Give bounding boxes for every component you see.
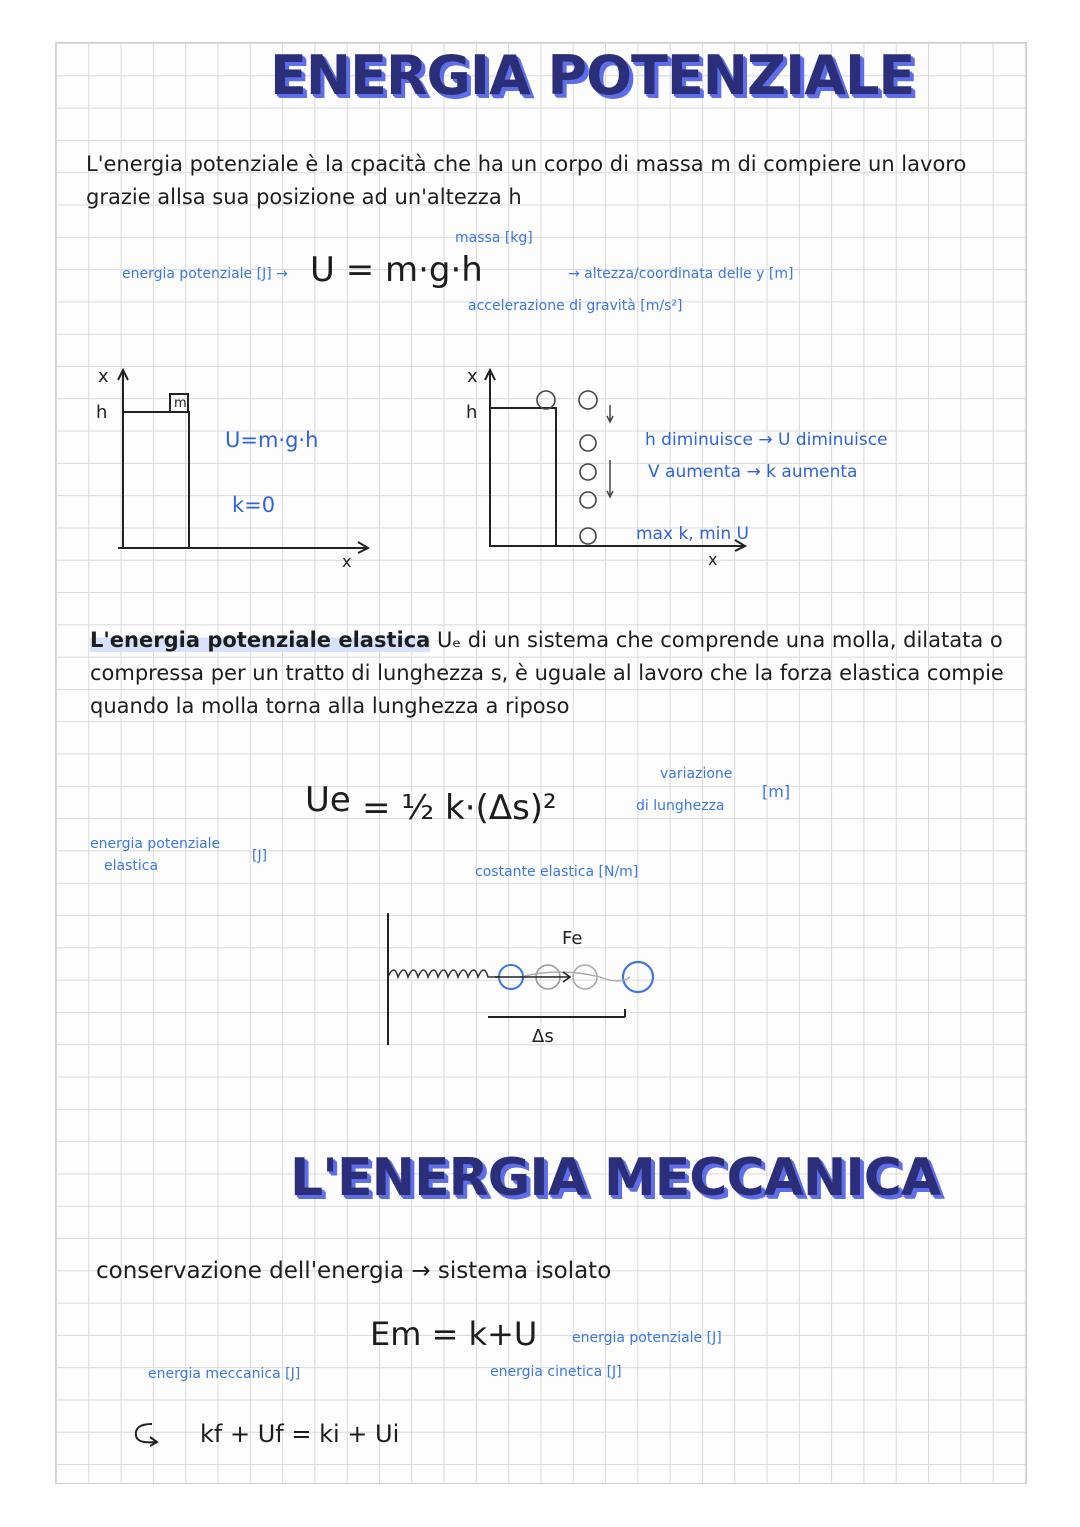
- label-potential-energy: energia potenziale [J] →: [122, 266, 288, 282]
- elastic-line-1-rest: Uₑ di un sistema che comprende una molla, dilatata o: [430, 628, 1003, 652]
- graph-static-mass: [90, 360, 390, 580]
- note-mass: massa [kg]: [455, 230, 533, 246]
- conservation-line: conservazione dell'energia → sistema isolato: [96, 1258, 612, 1284]
- graph1-k-zero: k=0: [232, 493, 276, 517]
- graph1-h-tick: h: [96, 402, 108, 423]
- note-variation-1: variazione: [660, 766, 733, 782]
- elastic-line-2: compressa per un tratto di lunghezza s, è uguale al lavoro che la forza elastica compie: [90, 661, 1004, 685]
- graph2-max-k-min-u: max k, min U: [636, 524, 749, 544]
- note-variation-unit: [m]: [762, 782, 791, 801]
- elastic-line-3: quando la molla torna alla lunghezza a riposo: [90, 694, 570, 718]
- elastic-force-label: Fe: [562, 928, 583, 949]
- title-potential-energy: ENERGIA POTENZIALE: [270, 44, 915, 107]
- elastic-term: L'energia potenziale elastica: [90, 628, 431, 652]
- label-elastic-unit: [J]: [252, 848, 268, 864]
- graph2-h-tick: h: [466, 402, 478, 423]
- formula-em: Em = k+U: [370, 1315, 538, 1353]
- note-em-mechanical: energia meccanica [J]: [148, 1366, 301, 1382]
- intro-paragraph: [86, 148, 1026, 214]
- arrow-hook-icon: [130, 1420, 170, 1450]
- spring-diagram: [380, 905, 670, 1055]
- graph1-y-axis-label: x: [98, 366, 109, 387]
- note-em-potential: energia potenziale [J]: [572, 1330, 722, 1346]
- label-elastic-energy-2: elastica: [104, 858, 159, 874]
- graph1-x-axis-label: x: [342, 552, 352, 571]
- intro-line-1: L'energia potenziale è la cpacità che ha un corpo di massa m di compiere un lavoro: [86, 152, 967, 176]
- graph1-mass-label: m: [174, 396, 187, 411]
- intro-line-2: grazie allsa sua posizione ad un'altezza h: [86, 185, 522, 209]
- elastic-line-1: [90, 624, 1035, 657]
- graph2-h-decreases: h diminuisce → U diminuisce: [645, 430, 888, 450]
- graph1-equation: U=m·g·h: [225, 428, 319, 452]
- note-em-kinetic: energia cinetica [J]: [490, 1364, 622, 1380]
- note-variation-2: di lunghezza: [636, 798, 725, 814]
- formula-u-mgh: U = m·g·h: [310, 250, 483, 290]
- note-height: → altezza/coordinata delle y [m]: [568, 266, 794, 282]
- graph2-x-axis-label: x: [708, 550, 718, 569]
- delta-s-label: Δs: [532, 1026, 554, 1047]
- graph2-y-axis-label: x: [467, 366, 478, 387]
- elastic-paragraph: [90, 624, 1035, 723]
- formula-ue-rhs: = ½ k·(Δs)²: [362, 788, 557, 828]
- graph2-v-increases: V aumenta → k aumenta: [648, 462, 858, 482]
- note-elastic-constant: costante elastica [N/m]: [475, 864, 639, 880]
- label-elastic-energy-1: energia potenziale: [90, 836, 221, 852]
- note-gravity: accelerazione di gravità [m/s²]: [468, 298, 683, 314]
- title-mechanical-energy: L'ENERGIA MECCANICA: [290, 1148, 941, 1208]
- formula-ue-lhs: Ue: [305, 780, 351, 820]
- energy-conservation-equation: kf + Uf = ki + Ui: [200, 1420, 400, 1448]
